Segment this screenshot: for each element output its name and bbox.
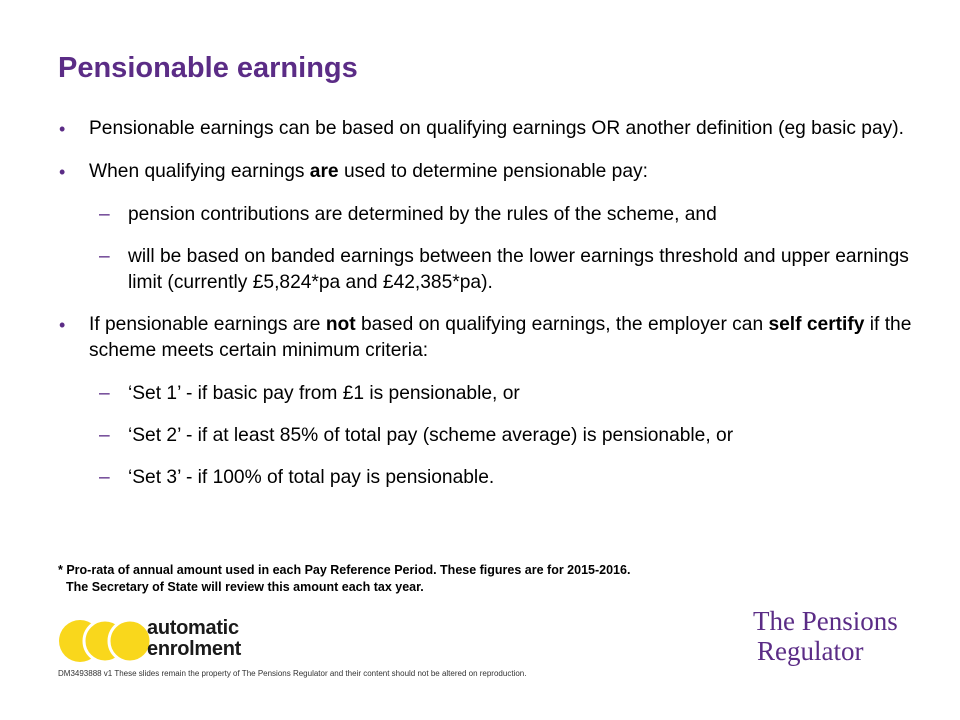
slide-title: Pensionable earnings: [58, 52, 358, 84]
bullet-text: will be based on banded earnings between the lower earnings threshold and upper earnings limit (currently £5,824*pa and £42,385*pa).: [128, 246, 909, 293]
dash-marker: –: [99, 425, 110, 446]
sub-bullet-item: [58, 202, 918, 228]
bullet-text: based on qualifying earnings, the employer can: [355, 314, 769, 335]
dash-marker: –: [99, 467, 110, 488]
sub-bullet-item: [58, 381, 918, 407]
automatic-enrolment-logo: [147, 618, 241, 660]
bullet-item: [58, 159, 918, 185]
bullet-list: [58, 116, 918, 507]
dash-marker: –: [99, 246, 110, 267]
footnote-line-2: The Secretary of State will review this amount each tax year.: [66, 580, 424, 594]
bullet-text: if the scheme meets certain minimum criteria:: [89, 314, 912, 361]
footnote-line-1: * Pro-rata of annual amount used in each Pay Reference Period. These figures are for 2015-2016.: [58, 563, 631, 577]
sub-bullet-item: [58, 423, 918, 449]
bullet-marker: •: [59, 315, 66, 335]
emphasis-text: not: [325, 314, 356, 335]
tpr-logo-line-2: Regulator: [757, 636, 864, 666]
emphasis-text: self certify: [768, 314, 865, 335]
bullet-text: When qualifying earnings: [89, 161, 310, 182]
legal-notice: DM3493888 v1 These slides remain the property of The Pensions Regulator and their content should not be altered on reproduction.: [58, 669, 527, 678]
bullet-text: pension contributions are determined by the rules of the scheme, and: [128, 204, 717, 225]
dash-marker: –: [99, 383, 110, 404]
bullet-text: ‘Set 1’ - if basic pay from £1 is pensionable, or: [128, 383, 520, 404]
emphasis-text: are: [309, 161, 339, 182]
bullet-text: ‘Set 2’ - if at least 85% of total pay (scheme average) is pensionable, or: [128, 425, 734, 446]
sub-bullet-item: [58, 244, 918, 296]
ae-logo-line-1: automatic: [147, 617, 239, 639]
bullet-marker: •: [59, 162, 66, 182]
bullet-text: ‘Set 3’ - if 100% of total pay is pensionable.: [128, 467, 495, 488]
bullet-marker: •: [59, 119, 66, 139]
bullet-item: [58, 312, 918, 364]
pensions-regulator-logo: [753, 606, 898, 666]
bullet-item: [58, 116, 918, 142]
sub-bullet-item: [58, 465, 918, 491]
tpr-logo-line-1: The Pensions: [753, 606, 898, 636]
dash-marker: –: [99, 204, 110, 225]
bullet-text: If pensionable earnings are: [89, 314, 326, 335]
footnote: [58, 562, 630, 596]
ae-logo-line-2: enrolment: [147, 638, 241, 660]
bullet-text: Pensionable earnings can be based on qualifying earnings OR another definition (eg basic pay).: [89, 118, 904, 139]
bullet-text: used to determine pensionable pay:: [338, 161, 648, 182]
